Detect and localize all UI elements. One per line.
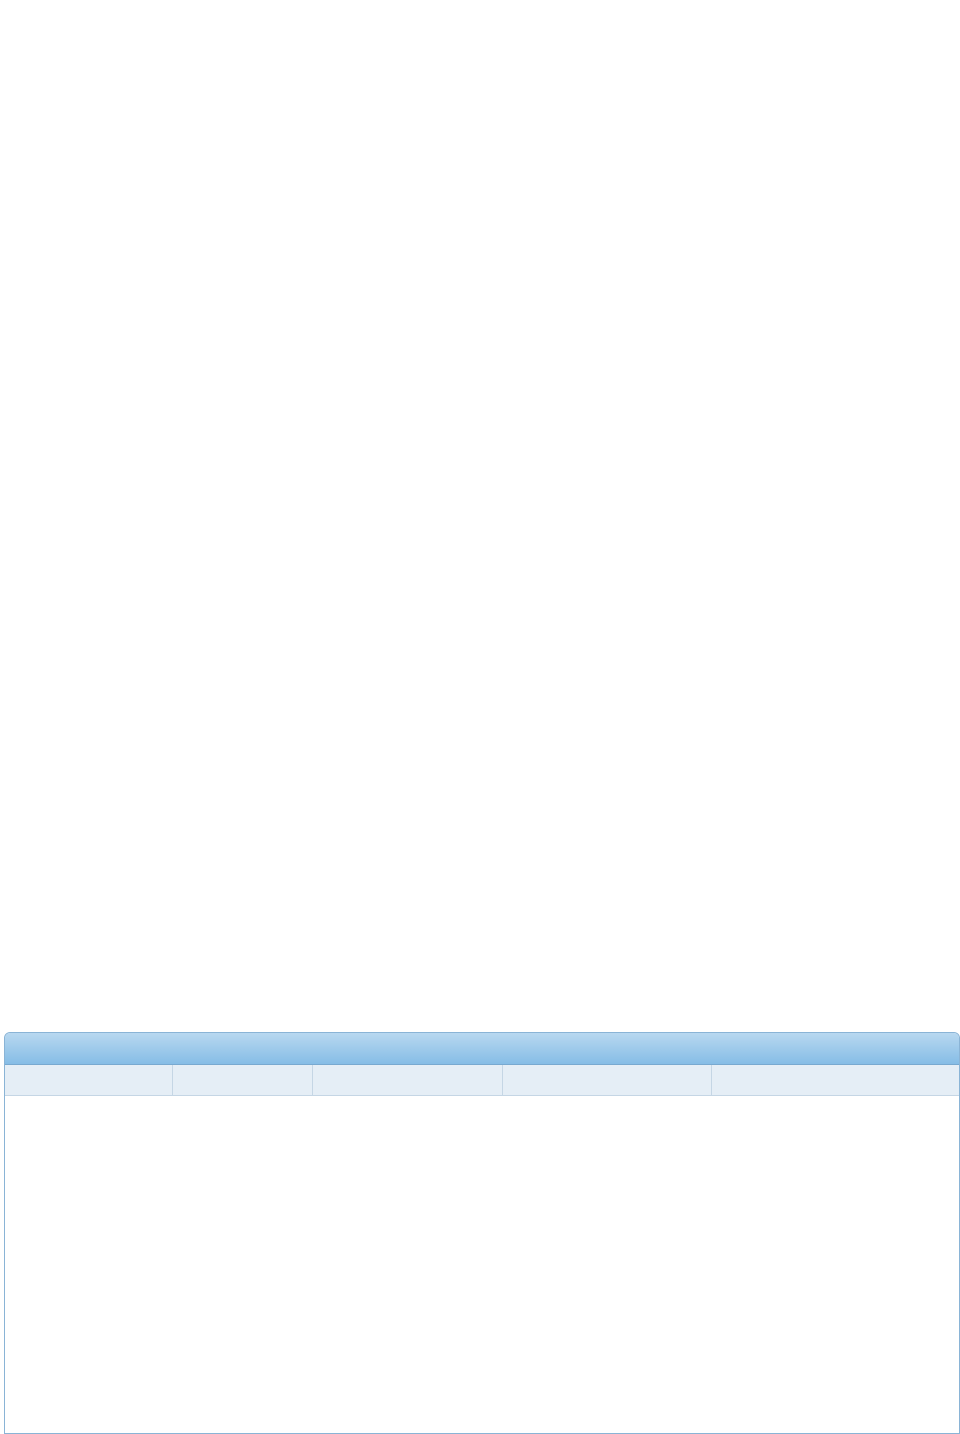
- panel-title: [5, 1033, 959, 1065]
- panel-column-headers: [5, 1065, 959, 1096]
- coach-description-panel: [4, 1032, 960, 1434]
- column-header-diploma: [5, 1065, 173, 1095]
- column-header-training-hours: [503, 1065, 712, 1095]
- column-header-qualification: [173, 1065, 313, 1095]
- column-header-children-count: [712, 1065, 959, 1095]
- column-header-age-group: [313, 1065, 503, 1095]
